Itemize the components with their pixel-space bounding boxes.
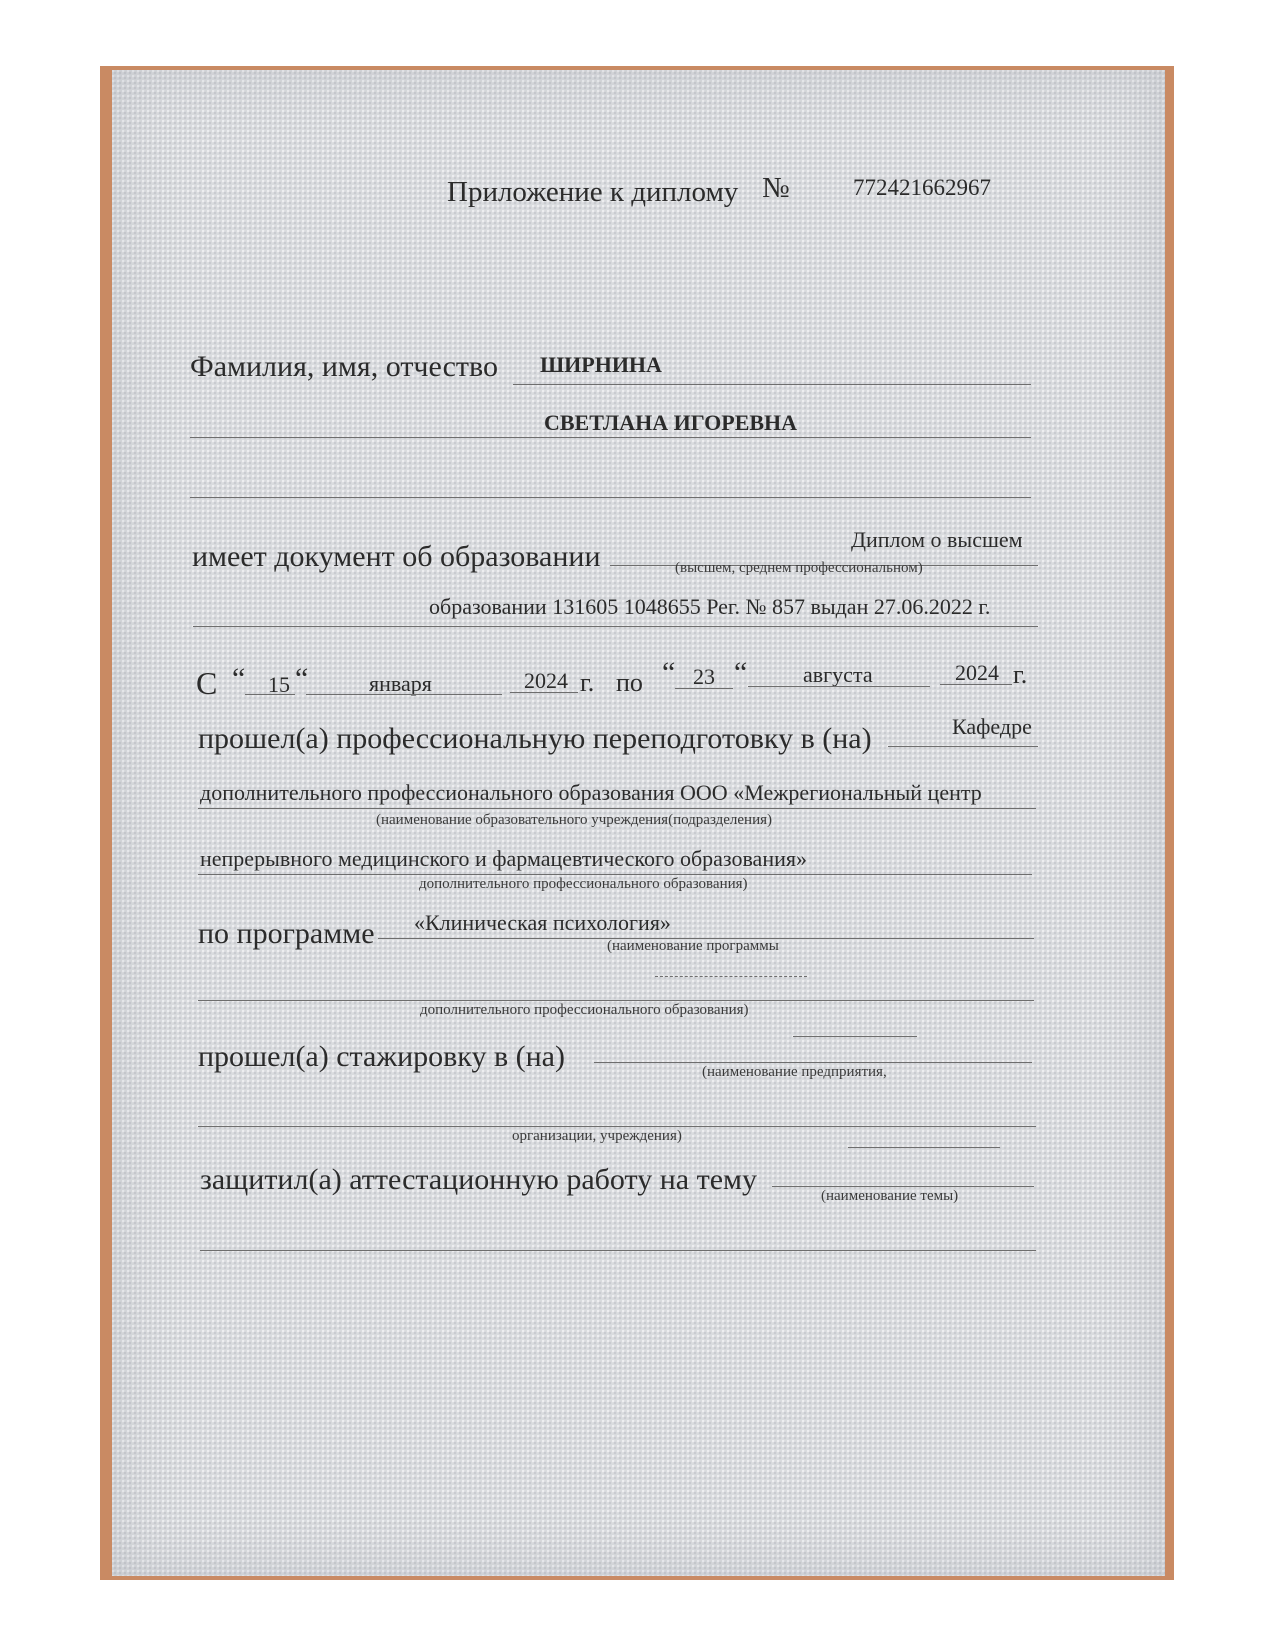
period-to-label: по	[616, 668, 643, 697]
education-value-1: Диплом о высшем	[851, 527, 1023, 552]
to-day-value: 23	[693, 664, 715, 689]
internship-line-1	[594, 1062, 1032, 1063]
program-value: «Клиническая психология»	[414, 910, 671, 935]
to-year-value: 2024	[955, 660, 999, 685]
to-month-value: августа	[803, 662, 873, 687]
fio-line-1	[513, 384, 1031, 385]
retraining-line-1	[888, 746, 1038, 747]
retraining-line-3	[198, 874, 1032, 875]
internship-hint-2: организации, учреждения)	[512, 1128, 682, 1144]
thesis-label: защитил(а) аттестационную работу на тему	[200, 1163, 757, 1196]
thesis-hint: (наименование темы)	[821, 1188, 959, 1204]
period-from-label: С	[196, 665, 218, 701]
to-day-line	[675, 688, 733, 689]
from-day-close-quote: “	[295, 662, 309, 695]
to-year-suffix: г.	[1013, 660, 1028, 689]
program-hint-2: дополнительного профессионального образования)	[420, 1002, 749, 1018]
from-year-line	[510, 692, 578, 693]
from-day-value: 15	[268, 672, 290, 697]
to-month-line	[748, 686, 930, 687]
from-year-value: 2024	[524, 668, 568, 693]
internship-short-line	[793, 1036, 917, 1037]
education-value-2: образовании 131605 1048655 Рег. № 857 выдан 27.06.2022 г.	[429, 594, 991, 619]
from-day-line	[245, 694, 295, 695]
from-month-value: января	[369, 671, 432, 696]
retraining-value-1: Кафедре	[952, 714, 1032, 739]
header-number-sign: №	[762, 172, 790, 204]
surname-value: ШИРНИНА	[540, 352, 662, 377]
fio-label: Фамилия, имя, отчество	[190, 350, 498, 383]
education-hint: (высшем, среднем профессиональном)	[675, 560, 923, 576]
from-year-suffix: г.	[580, 668, 595, 697]
from-day-open-quote: “	[232, 662, 246, 695]
header-label: Приложение к диплому	[447, 176, 739, 208]
education-label: имеет документ об образовании	[192, 540, 601, 573]
retraining-line-2	[198, 808, 1036, 809]
program-dashed-line	[655, 976, 807, 977]
retraining-value-2: дополнительного профессионального образования ООО «Межрегиональный центр	[200, 780, 982, 805]
program-hint-1: (наименование программы	[607, 938, 779, 954]
fio-line-2	[190, 437, 1031, 438]
retraining-hint-2: дополнительного профессионального образования)	[419, 876, 748, 892]
retraining-label: прошел(а) профессиональную переподготовку в (на)	[198, 722, 872, 755]
to-day-close-quote: “	[734, 656, 748, 689]
program-label: по программе	[198, 917, 375, 950]
to-year-line	[940, 684, 1012, 685]
to-day-open-quote: “	[662, 656, 676, 689]
fio-line-3	[190, 497, 1031, 498]
internship-label: прошел(а) стажировку в (на)	[198, 1040, 565, 1073]
retraining-value-3: непрерывного медицинского и фармацевтического образования»	[200, 846, 807, 871]
thesis-short-line	[848, 1147, 1000, 1148]
header-number: 772421662967	[853, 175, 991, 200]
internship-hint-1: (наименование предприятия,	[702, 1064, 887, 1080]
thesis-line-1	[772, 1186, 1034, 1187]
from-month-line	[306, 694, 502, 695]
thesis-line-2	[200, 1250, 1036, 1251]
program-line-2	[198, 1000, 1034, 1001]
given-names-value: СВЕТЛАНА ИГОРЕВНА	[544, 410, 798, 435]
internship-line-2	[198, 1126, 1036, 1127]
education-line-2	[193, 626, 1038, 627]
retraining-hint-1: (наименование образовательного учреждения(подразделения)	[376, 812, 772, 828]
